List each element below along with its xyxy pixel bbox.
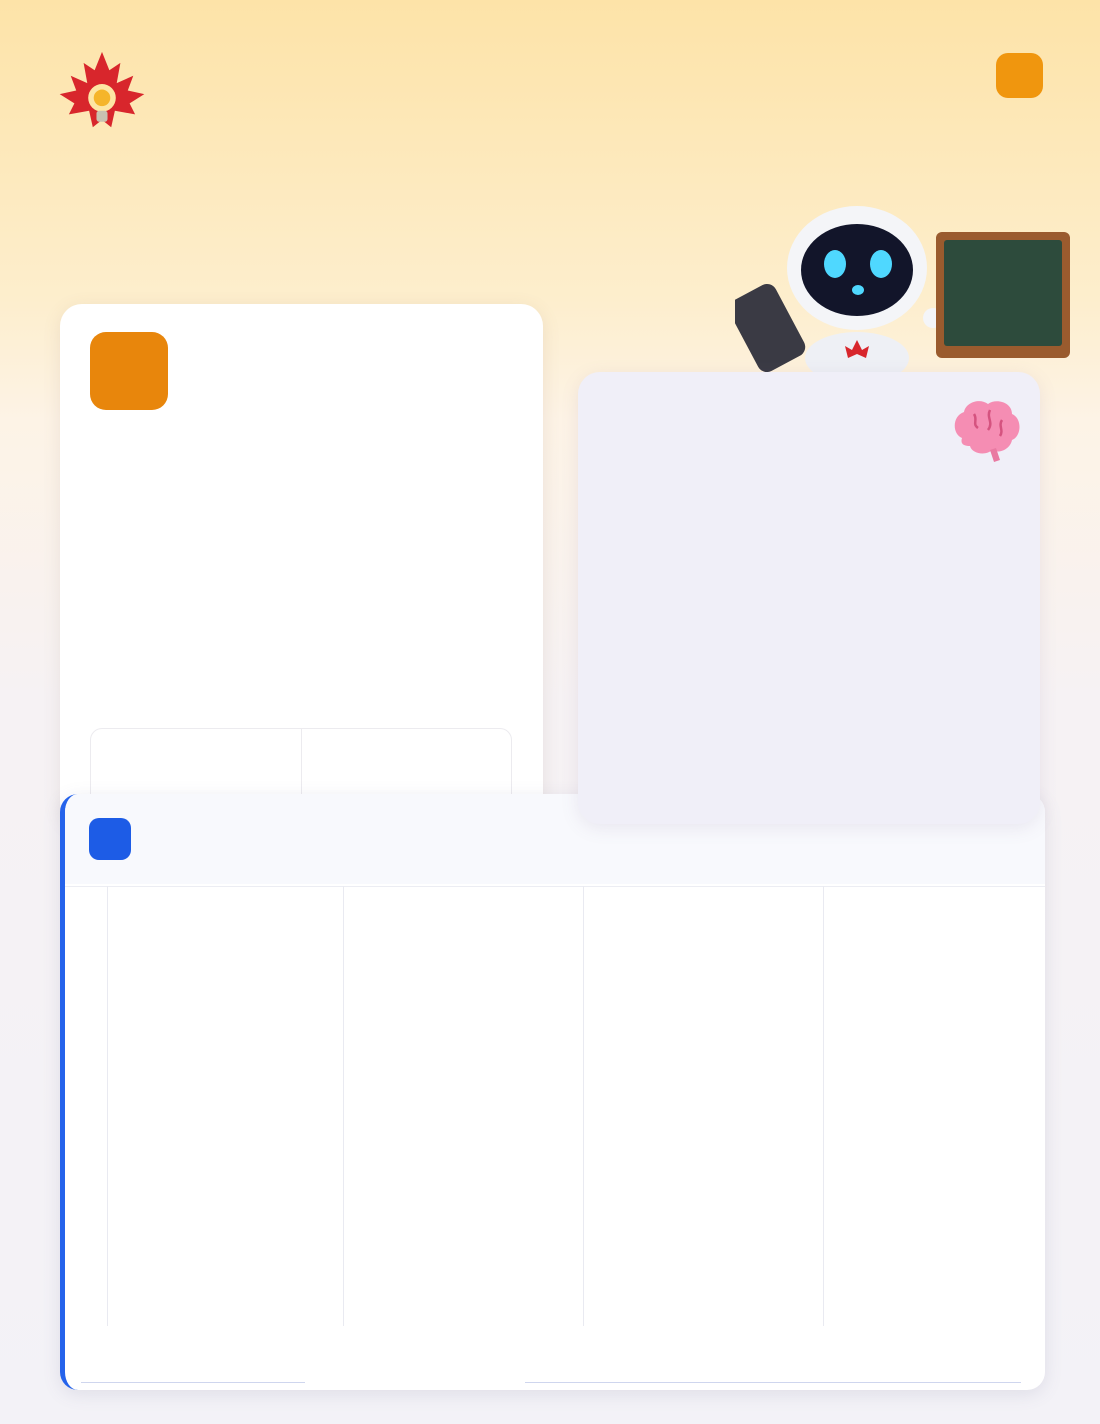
divider <box>823 886 824 1326</box>
section-number-badge <box>89 818 131 860</box>
divider <box>583 886 584 1326</box>
divider <box>107 886 108 1326</box>
header-block <box>165 46 965 61</box>
explain-answer-line[interactable] <box>525 1382 1021 1383</box>
confidence-note <box>608 745 1028 760</box>
confidence-star-rating[interactable] <box>622 556 1002 616</box>
skills-section <box>60 794 1045 1390</box>
hardest-skill-answer-line[interactable] <box>81 1382 305 1383</box>
rainbow-divider <box>165 56 367 61</box>
confidence-card <box>578 372 1040 824</box>
table-header <box>65 886 1045 917</box>
robot-mascot-icon <box>735 190 945 380</box>
unit-number-badge <box>90 332 168 410</box>
unit-overview-card <box>60 304 543 824</box>
divider <box>343 886 344 1326</box>
brain-icon <box>950 398 1022 464</box>
quiz-today-chalkboard <box>936 232 1070 358</box>
page-badge <box>996 53 1043 98</box>
maple-leaf-lightbulb-logo <box>56 50 148 142</box>
